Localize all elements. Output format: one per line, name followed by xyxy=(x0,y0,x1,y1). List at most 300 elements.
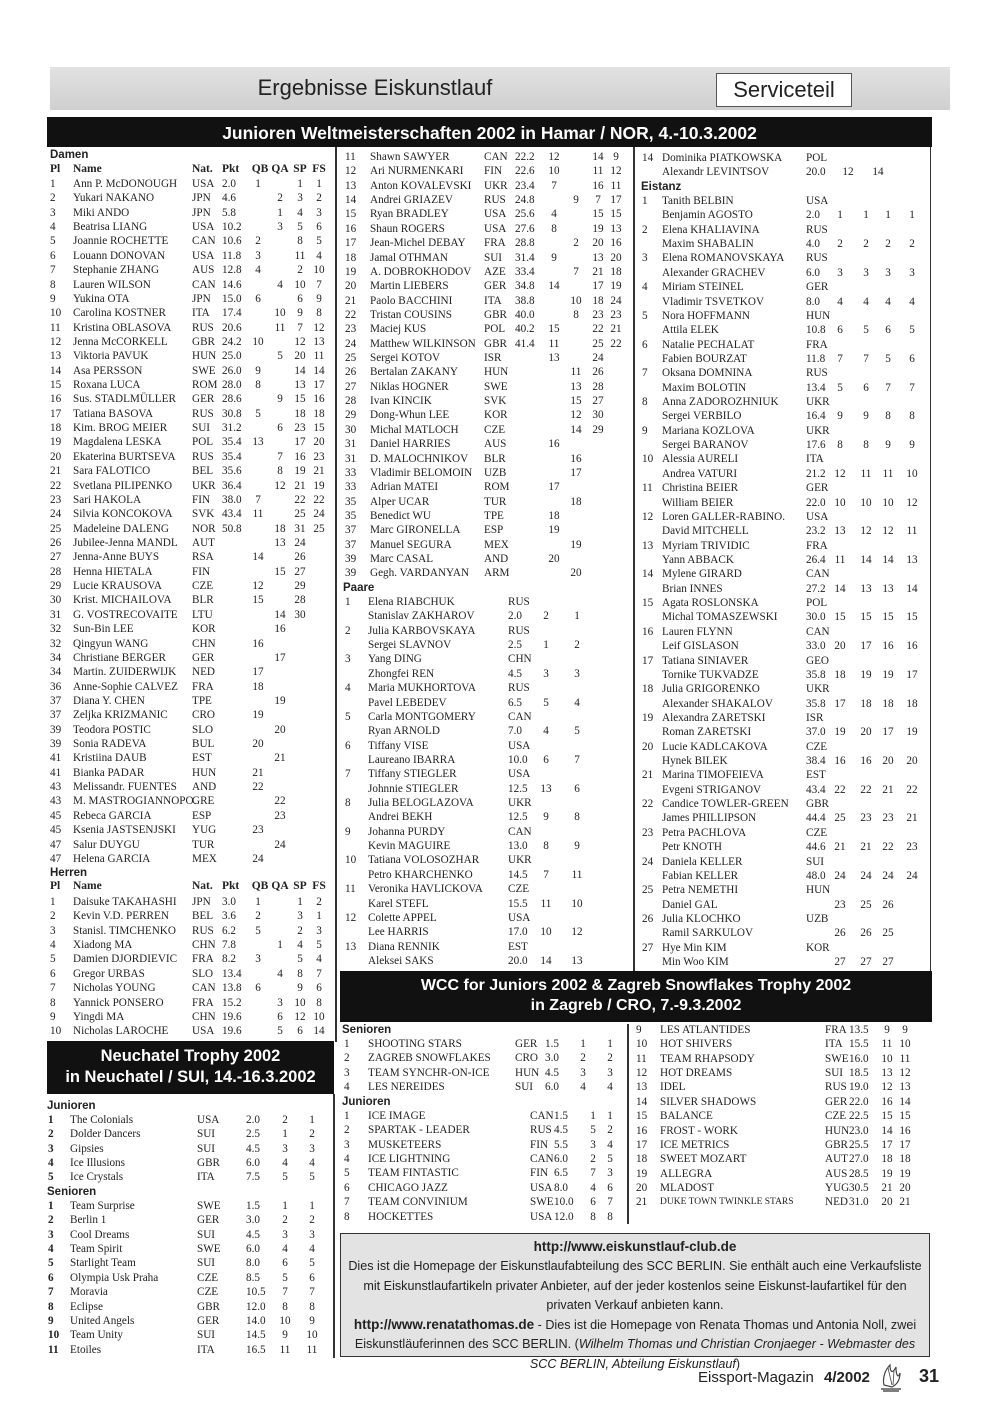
magazine-name: Eissport-Magazin xyxy=(698,1369,814,1386)
table-cell: 12 xyxy=(860,525,872,538)
table-cell: 21 xyxy=(592,265,604,278)
table-cell: 1 xyxy=(580,1038,586,1050)
table-cell: 2 xyxy=(837,238,843,251)
table-row xyxy=(47,507,342,521)
table-cell: CZE xyxy=(806,740,828,753)
table-cell: JPN xyxy=(192,292,211,305)
table-cell: Martin. ZUIDERWIJK xyxy=(73,666,177,679)
table-cell: 20 xyxy=(548,553,560,566)
table-cell: 10 xyxy=(548,165,560,178)
table-cell: 24 xyxy=(294,537,306,549)
table-cell: Ryan ARNOLD xyxy=(368,725,440,738)
table-row xyxy=(47,1156,342,1170)
table-cell: SWE xyxy=(825,1052,849,1065)
table-cell: 25 xyxy=(860,898,872,911)
pair-row xyxy=(340,681,635,695)
table-cell: ITA xyxy=(197,1171,215,1184)
table-cell: 16.0 xyxy=(849,1052,869,1065)
table-cell: 15 xyxy=(610,208,622,221)
table-cell: CHN xyxy=(192,939,216,952)
pair-row-partner xyxy=(638,381,933,395)
table-cell: 2 xyxy=(344,1124,350,1137)
table-cell: 25.0 xyxy=(222,350,242,363)
table-cell: 27.2 xyxy=(806,582,826,595)
table-row xyxy=(47,1024,342,1038)
table-cell: 10 xyxy=(540,926,552,939)
table-cell: KOR xyxy=(192,623,216,636)
table-cell: 6.0 xyxy=(246,1157,260,1170)
pair-row xyxy=(638,481,933,495)
column-header: Nat. xyxy=(192,880,213,892)
club-website-link[interactable]: http://www.eiskunstlauf-club.de xyxy=(533,1239,737,1254)
table-cell: 16 xyxy=(881,1095,893,1108)
table-cell: 12 xyxy=(274,479,286,492)
pair-row xyxy=(638,309,933,323)
table-cell: 18 xyxy=(548,510,560,522)
table-cell: 10 xyxy=(642,453,654,466)
table-cell: 10 xyxy=(274,307,286,320)
table-cell: 17 xyxy=(906,668,918,681)
table-cell: 2 xyxy=(277,192,283,205)
column-header: Pl xyxy=(50,880,61,892)
table-row xyxy=(340,1152,635,1166)
table-row xyxy=(47,651,342,665)
pair-row-partner xyxy=(638,266,933,280)
table-cell: 23 xyxy=(313,450,325,463)
pair-row xyxy=(340,595,635,609)
table-cell: 2 xyxy=(344,1052,350,1065)
table-cell: 14 xyxy=(274,608,286,621)
table-cell: LES NEREIDES xyxy=(368,1081,445,1094)
table-cell: AUT xyxy=(192,537,215,549)
table-cell: 10 xyxy=(571,897,583,910)
table-cell: 23 xyxy=(860,812,872,825)
table-row xyxy=(340,1210,635,1224)
table-cell: 9 xyxy=(345,825,351,838)
table-cell: 14 xyxy=(642,152,654,164)
table-cell: 5 xyxy=(309,1257,315,1270)
table-cell: 21 xyxy=(642,769,654,782)
table-cell: 4 xyxy=(309,1243,315,1256)
table-cell: Alexander GRACHEV xyxy=(662,266,766,279)
table-row xyxy=(47,421,342,435)
table-cell: 7 xyxy=(573,265,579,278)
table-cell: CRO xyxy=(515,1052,539,1065)
table-row xyxy=(47,766,342,780)
table-cell: 2.5 xyxy=(508,639,522,652)
table-cell: 4 xyxy=(863,295,869,308)
table-row xyxy=(47,234,342,248)
table-cell: 34 xyxy=(50,651,62,664)
table-row xyxy=(47,694,342,708)
table-row xyxy=(340,322,635,336)
pair-row xyxy=(638,223,933,237)
table-cell: 19 xyxy=(882,668,894,681)
table-cell: GER xyxy=(197,1214,220,1227)
column-header: SP xyxy=(293,163,307,175)
table-cell: UKR xyxy=(806,396,830,409)
table-cell: 10 xyxy=(252,335,264,348)
table-cell: Elena RIABCHUK xyxy=(368,596,455,608)
table-cell: Yukina OTA xyxy=(73,292,130,305)
table-cell: 22 xyxy=(50,479,62,492)
table-cell: Tanith BELBIN xyxy=(662,195,734,207)
pair-row xyxy=(638,510,933,524)
table-cell: 18 xyxy=(610,265,622,278)
table-cell: 20.6 xyxy=(222,321,242,334)
table-cell: 2 xyxy=(48,1128,54,1141)
table-cell: 12 xyxy=(548,151,560,163)
table-cell: HUN xyxy=(192,350,217,363)
table-cell: 14.6 xyxy=(222,278,242,291)
table-cell: 13.5 xyxy=(849,1024,869,1036)
table-cell: Jubilee-Jenna MANDL xyxy=(73,537,178,549)
table-cell: MLADOST xyxy=(660,1181,715,1194)
table-cell: 13 xyxy=(570,380,582,393)
table-cell: 8 xyxy=(590,1210,596,1223)
pair-row-partner xyxy=(638,323,933,337)
table-cell: Myriam TRIVIDIC xyxy=(662,539,750,552)
table-cell: 47 xyxy=(50,852,62,865)
table-cell: 47 xyxy=(50,838,62,851)
table-cell: RSA xyxy=(192,551,214,564)
table-cell: AUT xyxy=(825,1153,848,1166)
table-cell: 1 xyxy=(48,1200,54,1212)
table-row xyxy=(340,1166,635,1180)
table-cell: Min Woo KIM xyxy=(662,956,729,969)
table-cell: CAN xyxy=(530,1153,554,1166)
pair-row-partner xyxy=(638,610,933,624)
table-cell: 4 xyxy=(344,1081,350,1094)
table-cell: Andrei GRIAZEV xyxy=(370,194,453,207)
table-cell: SUI xyxy=(197,1257,216,1270)
table-cell: 4 xyxy=(574,696,580,709)
table-cell: 6.2 xyxy=(222,924,236,937)
table-cell: 38.4 xyxy=(806,755,826,768)
table-cell: 13 xyxy=(50,350,62,363)
table-row xyxy=(47,1242,342,1256)
table-cell: GER xyxy=(192,393,215,406)
table-row xyxy=(340,452,635,466)
table-cell: 24 xyxy=(313,508,325,521)
table-cell: 41 xyxy=(50,766,62,779)
table-cell: ESP xyxy=(192,809,212,822)
table-row xyxy=(47,493,342,507)
table-cell: RUS xyxy=(530,1124,552,1137)
table-cell: 17 xyxy=(834,697,846,710)
table-cell: 2 xyxy=(50,910,56,923)
table-cell: 12 xyxy=(313,321,325,334)
table-cell: 17 xyxy=(899,1138,911,1151)
table-cell: Lee HARRIS xyxy=(368,926,429,939)
table-cell: 23 xyxy=(906,841,918,854)
pair-row-partner xyxy=(340,696,635,710)
table-cell: 5 xyxy=(574,725,580,738)
table-cell: 14 xyxy=(906,582,918,595)
table-cell: Daniel HARRIES xyxy=(370,438,451,451)
column-header: Nat. xyxy=(192,163,213,175)
table-cell: 19 xyxy=(642,711,654,724)
table-cell: 22.2 xyxy=(515,151,535,163)
paare-eistanz-column xyxy=(638,0,930,970)
table-cell: 23 xyxy=(294,422,306,435)
table-row xyxy=(340,423,635,437)
pair-row-partner xyxy=(340,839,635,853)
table-cell: GBR xyxy=(197,1157,221,1170)
table-cell: 11 xyxy=(882,467,894,480)
table-cell: 20 xyxy=(592,237,604,250)
table-cell: CZE xyxy=(192,580,214,593)
table-cell: 7 xyxy=(282,1286,288,1299)
table-cell: 10.6 xyxy=(222,235,242,248)
table-cell: The Colonials xyxy=(70,1114,134,1126)
table-cell: 19 xyxy=(610,280,622,293)
table-cell: 6 xyxy=(543,753,549,766)
table-cell: 31.4 xyxy=(515,251,535,264)
table-row xyxy=(47,1127,342,1141)
table-cell: TPE xyxy=(192,694,212,707)
table-cell: GBR xyxy=(484,337,508,350)
table-cell: 7.5 xyxy=(246,1171,260,1184)
table-cell: 14 xyxy=(636,1095,648,1108)
table-cell: 21 xyxy=(610,323,622,336)
table-cell: 10 xyxy=(294,278,306,291)
table-cell: 20 xyxy=(610,251,622,264)
table-cell: 10.0 xyxy=(554,1196,574,1209)
table-row xyxy=(47,909,342,923)
table-cell: Colette APPEL xyxy=(368,911,437,924)
table-row xyxy=(47,191,342,205)
table-cell: 12 xyxy=(571,926,583,939)
table-cell: Anne-Sophie CALVEZ xyxy=(73,680,178,693)
table-cell: 25.5 xyxy=(849,1138,869,1151)
table-cell: SLO xyxy=(192,967,214,980)
pair-row-partner xyxy=(340,925,635,939)
table-row xyxy=(340,150,635,164)
table-cell: 11 xyxy=(906,525,918,538)
table-cell: USA xyxy=(192,221,215,234)
table-cell: 8 xyxy=(255,379,261,392)
table-cell: 1 xyxy=(297,896,303,908)
table-cell: GER xyxy=(197,1314,220,1327)
table-cell: 22 xyxy=(592,323,604,336)
table-cell: CAN xyxy=(508,825,532,838)
table-cell: 9 xyxy=(902,1024,908,1036)
table-cell: 25 xyxy=(882,927,894,940)
table-row xyxy=(47,708,342,722)
table-cell: Maxim SHABALIN xyxy=(662,238,754,251)
table-cell: 26 xyxy=(592,366,604,379)
table-cell: 3 xyxy=(282,1142,288,1155)
table-cell: 15.0 xyxy=(222,292,242,305)
pair-row-partner xyxy=(638,582,933,596)
table-cell: 7 xyxy=(642,367,648,380)
table-cell: HOCKETTES xyxy=(368,1210,434,1223)
table-cell: 29 xyxy=(592,423,604,436)
table-row xyxy=(340,380,635,394)
table-cell: Anton KOVALEVSKI xyxy=(370,179,472,192)
table-row xyxy=(47,1271,342,1285)
table-cell: 14 xyxy=(592,151,604,163)
table-cell: RUS xyxy=(192,407,214,420)
table-cell: Laureano IBARRA xyxy=(368,753,456,766)
table-cell: 11 xyxy=(592,165,604,178)
table-cell: BEL xyxy=(192,910,214,923)
table-cell: 13 xyxy=(642,539,654,552)
table-cell: 31.0 xyxy=(849,1196,869,1209)
table-cell: USA xyxy=(192,249,215,262)
table-cell: 17 xyxy=(345,237,357,250)
table-cell: ICE LIGHTNING xyxy=(368,1153,451,1166)
table-cell: Benjamin AGOSTO xyxy=(662,209,753,222)
skate-logo-icon xyxy=(878,1363,904,1398)
table-cell: 11.8 xyxy=(222,249,242,262)
table-cell: 16 xyxy=(252,637,264,650)
table-cell: TPE xyxy=(484,510,504,522)
pair-row-partner xyxy=(340,954,635,968)
pair-row-partner xyxy=(638,754,933,768)
table-row xyxy=(47,450,342,464)
table-cell: 27 xyxy=(345,380,357,393)
table-row xyxy=(47,622,342,636)
table-cell: 3.0 xyxy=(222,896,236,908)
table-cell: 19 xyxy=(592,222,604,235)
table-cell: 4 xyxy=(48,1243,54,1256)
table-cell: 8 xyxy=(909,410,915,423)
table-cell: 6 xyxy=(255,292,261,305)
table-row xyxy=(47,723,342,737)
table-row xyxy=(47,306,342,320)
table-row xyxy=(340,495,635,509)
renatathomas-website-link[interactable]: http://www.renatathomas.de xyxy=(353,1317,535,1333)
column-header: QA xyxy=(271,880,289,892)
table-cell: 4 xyxy=(48,1157,54,1170)
table-cell: Leif GISLASON xyxy=(662,640,739,653)
table-cell: 16 xyxy=(899,1124,911,1137)
table-cell: CHN xyxy=(192,637,216,650)
table-cell: 20 xyxy=(252,738,264,751)
table-cell: 8 xyxy=(282,1300,288,1313)
table-cell: 6 xyxy=(885,324,891,337)
pair-row xyxy=(638,452,933,466)
table-cell: BLR xyxy=(484,452,506,465)
pair-row xyxy=(638,797,933,811)
table-cell: Marc GIRONELLA xyxy=(370,524,461,537)
table-cell: 3 xyxy=(316,206,322,219)
table-row xyxy=(632,1109,927,1123)
table-cell: HOT DREAMS xyxy=(660,1067,733,1080)
table-cell: 4 xyxy=(282,1157,288,1170)
table-cell: 16 xyxy=(592,179,604,192)
table-cell: 1 xyxy=(574,610,580,623)
table-cell: Gregor URBAS xyxy=(73,967,145,980)
table-cell: Maria MUKHORTOVA xyxy=(368,682,476,695)
table-row xyxy=(47,1113,342,1127)
pair-row-partner xyxy=(638,409,933,423)
table-cell: Niklas HOGNER xyxy=(370,380,449,393)
table-cell: 23 xyxy=(882,812,894,825)
table-cell: Team Surprise xyxy=(70,1200,135,1212)
table-cell: 3 xyxy=(344,1066,350,1079)
table-cell: 39 xyxy=(345,553,357,566)
table-cell: 5 xyxy=(345,710,351,723)
pair-row-partner xyxy=(638,467,933,481)
table-cell: 23 xyxy=(345,323,357,336)
table-cell: Roman ZARETSKI xyxy=(662,726,752,739)
table-cell: NED xyxy=(825,1196,848,1209)
table-cell: Nicholas LAROCHE xyxy=(73,1025,169,1038)
table-cell: SILVER SHADOWS xyxy=(660,1095,757,1108)
table-cell: 11.8 xyxy=(806,352,826,365)
table-cell: 25 xyxy=(294,508,306,521)
table-cell: ESP xyxy=(484,524,504,537)
table-cell: 3 xyxy=(277,996,283,1009)
pair-row xyxy=(340,911,635,925)
table-cell: Team Unity xyxy=(70,1329,123,1342)
table-row xyxy=(47,1256,342,1270)
table-cell: 2 xyxy=(590,1153,596,1166)
table-cell: Ice Illusions xyxy=(70,1157,125,1170)
table-cell: 4 xyxy=(297,206,303,219)
pair-row xyxy=(638,883,933,897)
table-cell: Mylene GIRARD xyxy=(662,568,742,581)
table-cell: 17 xyxy=(313,379,325,392)
table-cell: 6.0 xyxy=(554,1153,568,1166)
table-cell: 25 xyxy=(345,352,357,365)
table-cell: 7 xyxy=(316,967,322,980)
table-cell: 1 xyxy=(642,195,648,207)
table-cell: ICE IMAGE xyxy=(368,1110,426,1122)
table-row xyxy=(632,1167,927,1181)
table-cell: 12 xyxy=(610,165,622,178)
pair-row-partner xyxy=(340,609,635,623)
table-cell: TEAM CONVINIUM xyxy=(368,1196,468,1209)
table-cell: AUS xyxy=(484,438,507,451)
table-cell: SHOOTING STARS xyxy=(368,1038,462,1050)
pair-row-partner xyxy=(638,869,933,883)
table-cell: 15.5 xyxy=(508,897,528,910)
table-cell: Shaun ROGERS xyxy=(370,222,445,235)
table-cell: 6.0 xyxy=(545,1081,559,1094)
table-row xyxy=(47,292,342,306)
table-cell: 7 xyxy=(309,1286,315,1299)
table-cell: 2 xyxy=(282,1114,288,1126)
table-cell: 15 xyxy=(313,422,325,435)
table-cell: 5 xyxy=(282,1171,288,1184)
table-cell: 41.4 xyxy=(515,337,535,350)
table-cell: 27 xyxy=(294,565,306,578)
table-cell: Marina TIMOFEIEVA xyxy=(662,769,764,782)
table-cell: 4.5 xyxy=(554,1124,568,1137)
table-cell: 14.0 xyxy=(246,1314,266,1327)
table-cell: SUI xyxy=(197,1228,216,1241)
table-cell: 7 xyxy=(574,753,580,766)
table-row xyxy=(47,536,342,550)
table-cell: 15 xyxy=(252,594,264,607)
table-cell: 12.8 xyxy=(222,264,242,277)
table-cell: 5 xyxy=(297,953,303,966)
table-cell: 20.0 xyxy=(806,166,826,179)
table-row xyxy=(47,1142,342,1156)
table-cell: FRA xyxy=(192,680,214,693)
table-cell: Christina BEIER xyxy=(662,482,739,495)
table-cell: 9 xyxy=(551,251,557,264)
table-cell: 20 xyxy=(834,640,846,653)
table-cell: Julia GRIGORENKO xyxy=(662,683,760,696)
table-cell: FRA xyxy=(192,953,214,966)
pair-row-partner xyxy=(638,496,933,510)
table-cell: 6 xyxy=(48,1271,54,1284)
